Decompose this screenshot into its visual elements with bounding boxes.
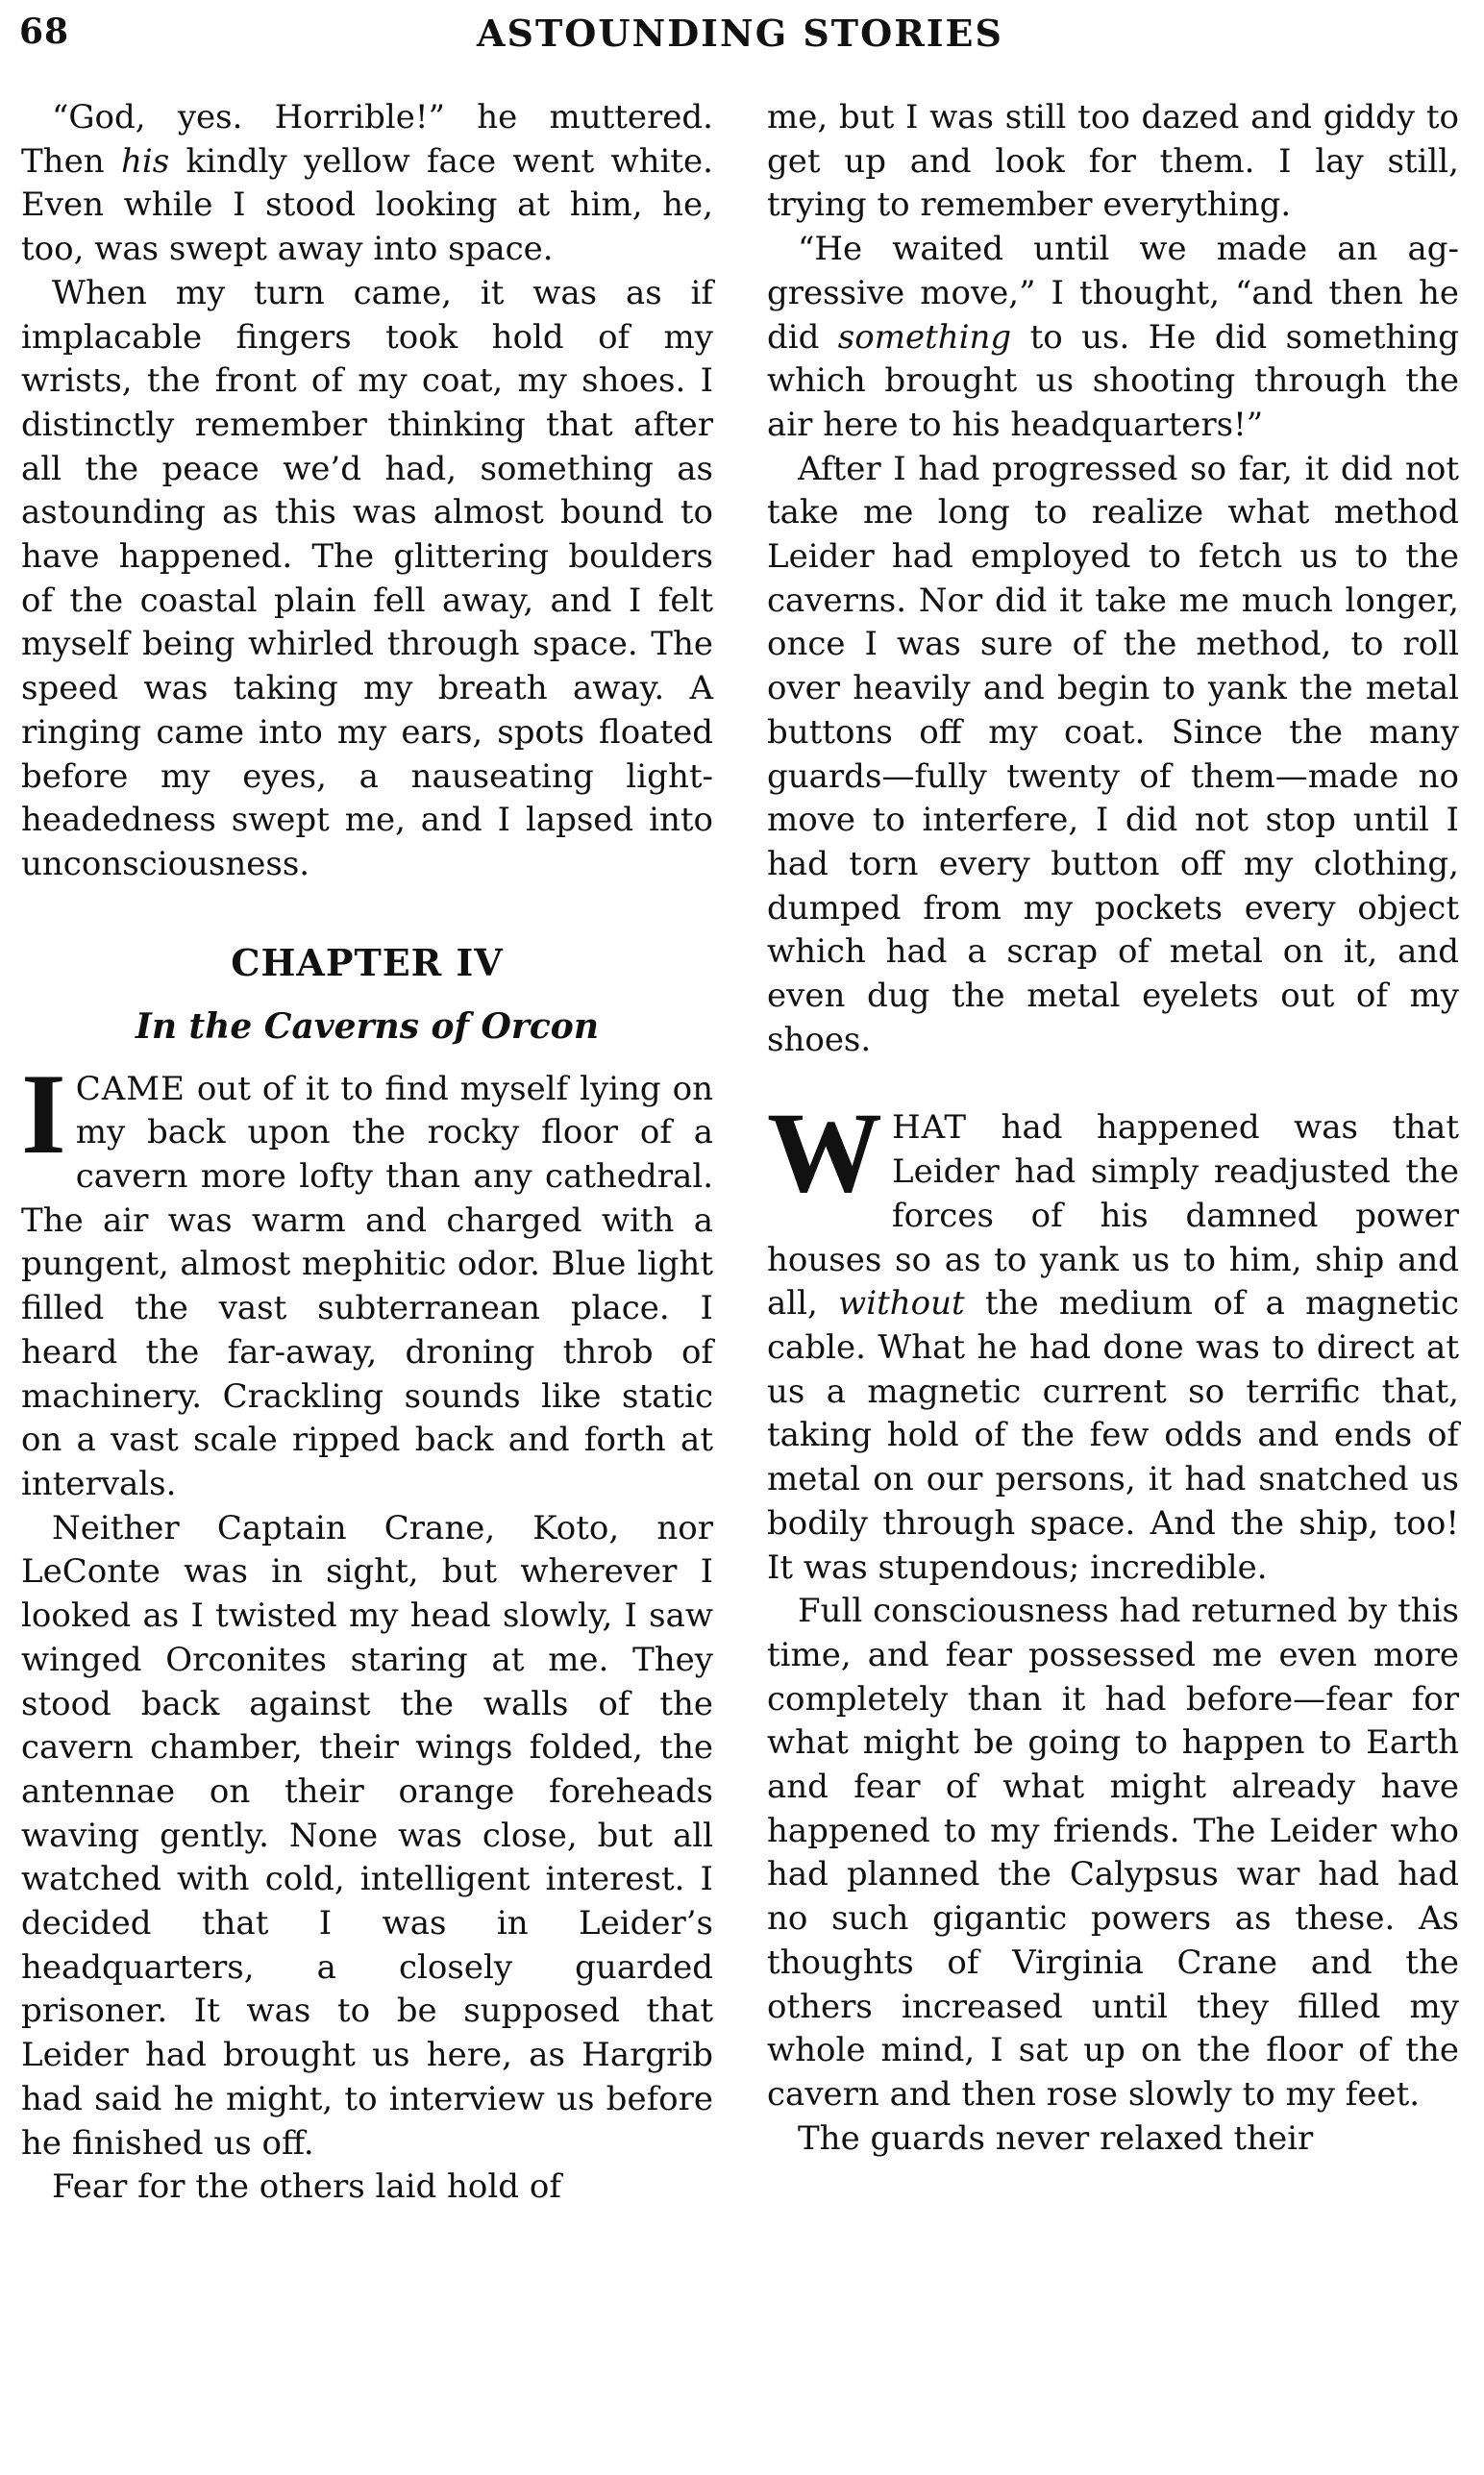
left-column (21, 96, 713, 2210)
paragraph: When my turn came, it was as if implacable fingers took hold of my wrists, the front of my coat, my shoes. I distinctly remember thinking that after all the peace we’d had, something as astounding as this was almost bound to have happened. The glittering boulders of the coastal plain fell away, and I felt myself being whirled through space. The speed was taking my breath away. A ringing came into my ears, spots floated before my eyes, a nauseating light-headedness swept me, and I lapsed into unconsciousness. (21, 273, 713, 883)
running-head: ASTOUNDING STORIES (477, 12, 1003, 55)
chapter-title: CHAPTER IV (231, 940, 504, 984)
paragraph: Fear for the others laid hold of (52, 2167, 561, 2207)
lead-in-caps: HAT (892, 1108, 968, 1148)
paragraph: me, but I was still too dazed and giddy to get up and look for them. I lay still, trying to remember everything. (767, 98, 1459, 225)
page-header (19, 8, 1461, 65)
drop-cap: I (21, 1049, 66, 1177)
paragraph-with-dropcap: WHAT had happened was that Leider had simply readjusted the forces of his damned power houses so as to yank us to him, ship and all, without the medium of a magnetic cable. What he had done was to direct at us a magnetic current so terrific that, taking hold of the few odds and ends of metal on our persons, it had snatched us bodily through space. And the ship, too! It was stupendous; incredible. (767, 1088, 1459, 1587)
paragraph: Full consciousness had returned by this time, and fear possessed me even more completely than it had before—fear for what might be going to happen to Earth and fear of what might already have happened to my friends. The Leider who had planned the Calypsus war had had no such gigantic powers as these. As thoughts of Virginia Crane and the others increased until they filled my whole mind, I sat up on the floor of the cavern and then rose slowly to my feet. (767, 1592, 1459, 2114)
paragraph: “He waited until we made an aggressive move,” I thought, “and then he did something to us. He did something which brought us shooting through the air here to his headquarters!” (767, 230, 1459, 444)
paragraph: After I had progressed so far, it did not take me long to realize what method Leider had employed to fetch us to the caverns. Nor did it take me much longer, once I was sure of the method, to roll over heavily and begin to yank the metal buttons off my coat. Since the many guards—fully twenty of them—made no move to interfere, I did not stop until I had torn every button off my clothing, dumped from my pockets every object which had a scrap of metal on it, and even dug the metal eyelets out of my shoes. (767, 449, 1459, 1059)
paragraph: The guards never relaxed their (798, 2118, 1314, 2158)
paragraph-with-dropcap: ICAME out of it to find myself lying on my back upon the rocky floor of a cavern more lofty than any cathedral. The air was warm and charged with a pungent, almost mephitic odor. Blue light filled the vast subterranean place. I heard the far-away, droning throb of machinery. Crackling sounds like static on a vast scale ripped back and forth at intervals. (21, 1049, 713, 1503)
lead-in-caps: CAME (75, 1069, 186, 1108)
right-column (767, 96, 1459, 2161)
chapter-subtitle: In the Caverns of Orcon (136, 1005, 599, 1047)
paragraph: “God, yes. Horrible!” he muttered. Then his kindly yellow face went white. Even while I stood looking at him, he, too, was swept away into space. (21, 98, 713, 269)
page-number: 68 (19, 12, 70, 52)
drop-cap: W (767, 1088, 882, 1217)
paragraph: Neither Captain Crane, Koto, nor LeConte was in sight, but wherever I looked as I twisted my head slowly, I saw winged Orconites staring at me. They stood back against the walls of the cavern chamber, their wings folded, the antennae on their orange foreheads waving gently. None was close, but all watched with cold, intelligent interest. I decided that I was in Leider’s headquarters, a closely guarded prisoner. It was to be supposed that Leider had brought us here, as Hargrib had said he might, to interview us before he finished us off. (21, 1508, 713, 2163)
